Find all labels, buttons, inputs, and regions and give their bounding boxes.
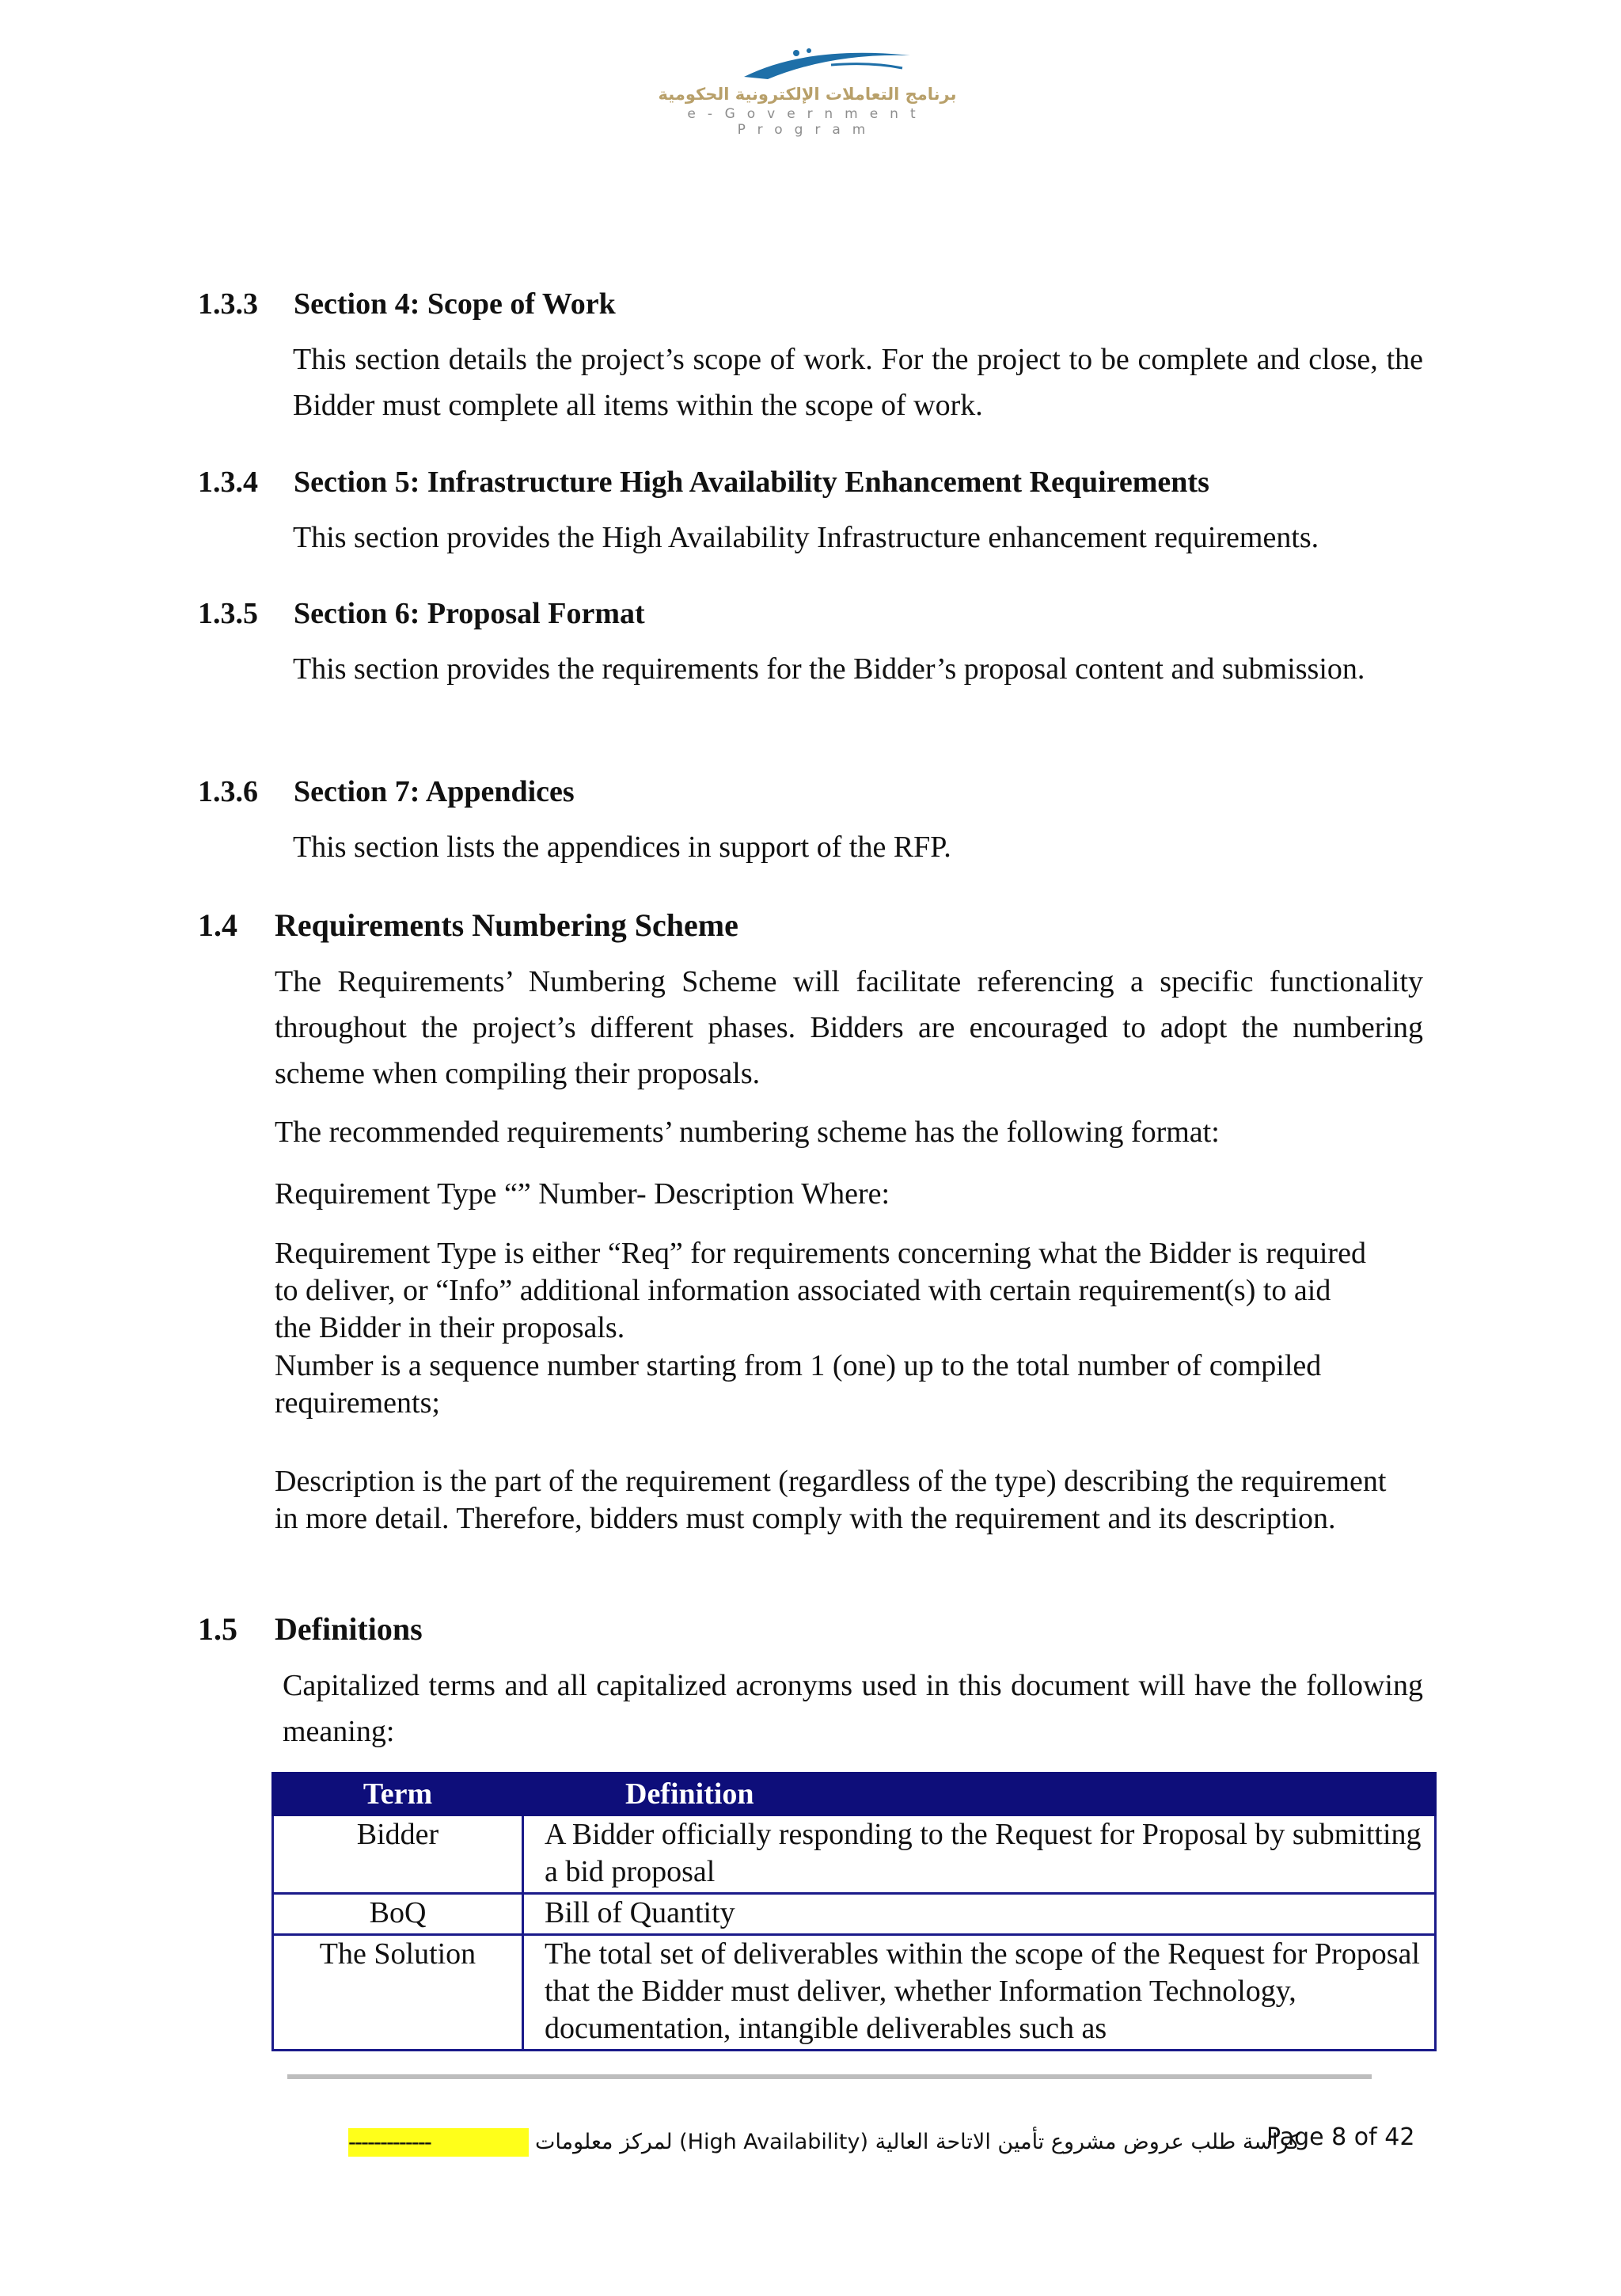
req-paragraph-5: Number is a sequence number starting from 1 (one) up to the total number of compiled requirements;	[275, 1349, 1322, 1420]
definition-cell: Bill of Quantity	[523, 1894, 1436, 1935]
logo-swoosh-icon	[649, 41, 966, 89]
term-cell: The Solution	[273, 1935, 523, 2051]
definitions-table	[271, 1772, 1437, 2051]
req-paragraph-1: The Requirements’ Numbering Scheme will facilitate referencing a specific functionality throughout the project’s different phases. Bidders are encouraged to adopt the numbering scheme when compiling their proposals.	[275, 965, 1423, 1090]
req-paragraph-2: The recommended requirements’ numbering scheme has the following format:	[275, 1116, 1220, 1149]
footer-highlight-dashes: -------------	[348, 2128, 529, 2157]
column-header-term: Term	[273, 1773, 523, 1815]
section-body: This section provides the High Availability Infrastructure enhancement requirements.	[293, 521, 1319, 554]
table-row	[273, 1935, 1436, 2051]
logo-arabic-text: برنامج التعاملات الإلكترونية الحكومية	[658, 85, 957, 104]
table-header-row	[273, 1773, 1436, 1815]
page-number: Page 8 of 42	[1266, 2123, 1415, 2151]
logo-english-text: e-Government Program	[687, 106, 928, 138]
definition-cell: The total set of deliverables within the scope of the Request for Proposal that the Bidder must deliver, whether Information Technology, documentation, intangible deliverables such as	[523, 1935, 1436, 2051]
document-page: برنامج التعاملات الإلكترونية الحكومية e-Government Program 1.3.3 Section 4: Scope of Work This section details the project’s scope of work. For the project to be complete and close, the Bidder must complete all items within the scope of work. 1.3.4 Section 5: Infrastructure High Availability Enhancement Requirements This section provides the High Availability Infrastructure enhancement requirements. 1.3.5 Section 6: Proposal Format This section provides the requirements for the Bidder’s proposal content and submission. 1.3.6 Section 7: Appendices This section lists the appendices in support of the RFP. 1.4 Requirements Numbering Scheme The Requirements’ Numbering Scheme will facilitate referencing a specific functionality throughout the project’s different phases. Bidders are encouraged to adopt the numbering scheme when compiling their proposals. The recommended requirements’ numbering scheme has the following format: Requirement Type “” Number- Description Where: Requirement Type is either “Req” for requirements concerning what the Bidder is required to deliver, or “Info” additional information associated with certain requirement(s) to aid the Bidder in their proposals. Number is a sequence number starting from 1 (one) up to the total number of compiled requirements; Description is the part of the requirement (regardless of the type) describing the requirement in more detail. Therefore, bidders must comply with the requirement and its description. 1.5 Definitions Capitalized terms and all capitalized acronyms used in this document will have the following meaning: Term Definition Bidder A Bidder officially responding to the Request for Proposal by submitting a bid proposal BoQ Bill of Quantity The Solution The total set of deliverables within the scope of the Request for Proposal that the Bidder must deliver, whether Information Technology, documentation, intangible deliverables such as ------------- كراسة طلب عروض مشروع تأمين الاتاحة العالية (High Availability) لمركز معلومات Page 8 of 42	[0, 0, 1621, 2296]
req-paragraph-3: Requirement Type “” Number- Description Where:	[275, 1177, 890, 1211]
term-cell: Bidder	[273, 1815, 523, 1894]
footer-document-title: كراسة طلب عروض مشروع تأمين الاتاحة العالية (High Availability) لمركز معلومات	[535, 2130, 1300, 2154]
table-row	[273, 1894, 1436, 1935]
req-paragraph-6: Description is the part of the requirement (regardless of the type) describing the requirement in more detail. Therefore, bidders must comply with the requirement and its description.	[275, 1465, 1387, 1535]
table-row	[273, 1815, 1436, 1894]
definition-cell: A Bidder officially responding to the Request for Proposal by submitting a bid proposal	[523, 1815, 1436, 1894]
section-body: This section lists the appendices in support of the RFP.	[293, 831, 951, 864]
page-footer	[0, 2119, 1621, 2166]
section-body: This section provides the requirements for the Bidder’s proposal content and submission.	[293, 652, 1365, 686]
footer-divider	[287, 2074, 1372, 2079]
req-paragraph-4: Requirement Type is either “Req” for requirements concerning what the Bidder is required to deliver, or “Info” additional information associated with certain requirement(s) to aid the Bidder in their proposals.	[275, 1237, 1366, 1344]
defs-intro: Capitalized terms and all capitalized acronyms used in this document will have the following meaning:	[283, 1669, 1423, 1748]
egov-logo	[649, 41, 966, 138]
column-header-definition: Definition	[523, 1773, 1436, 1815]
section-body: This section details the project’s scope of work. For the project to be complete and close, the Bidder must complete all items within the scope of work.	[293, 343, 1423, 422]
term-cell: BoQ	[273, 1894, 523, 1935]
